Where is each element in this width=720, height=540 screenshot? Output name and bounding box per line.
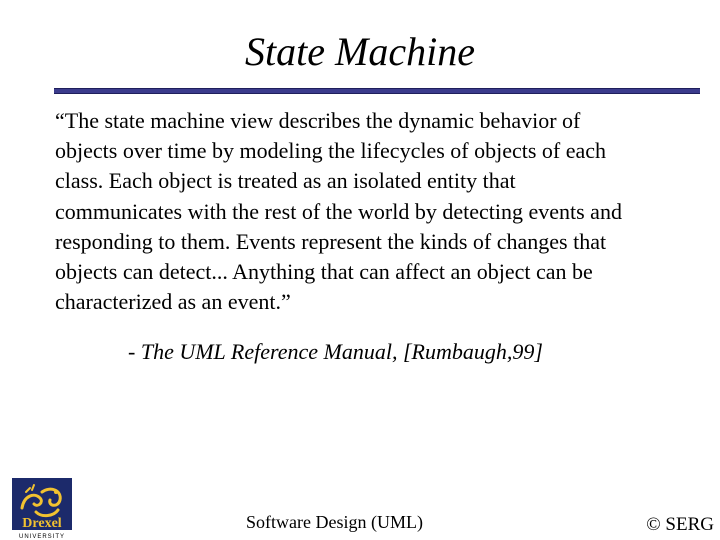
drexel-logo [12, 478, 72, 540]
quote-line: “The state machine view describes the dynamic behavior of [55, 108, 581, 133]
slide-title: State Machine [245, 29, 475, 74]
quote-citation [128, 338, 543, 366]
logo-sub: UNIVERSITY [18, 534, 66, 540]
quote-line: characterized as an event.” [55, 289, 291, 315]
citation-source: The UML Reference Manual, [Rumbaugh,99] [140, 339, 543, 364]
quote-line: objects over time by modeling the lifecycles of objects of each [55, 138, 607, 164]
quote-block [55, 106, 695, 317]
citation-dash: - [128, 339, 141, 364]
title-divider [54, 88, 700, 94]
quote-line: class. Each object is treated as an isolated entity that [55, 168, 516, 194]
quote-line: objects can detect... Anything that can affect an object can be [55, 259, 593, 285]
logo-word: Drexel [22, 516, 62, 531]
footer-copyright: © SERG [646, 514, 714, 535]
footer-course-title: Software Design (UML) [246, 512, 423, 532]
quote-line: communicates with the rest of the world by detecting events and [55, 198, 622, 224]
quote-line: responding to them. Events represent the kinds of changes that [55, 228, 607, 254]
